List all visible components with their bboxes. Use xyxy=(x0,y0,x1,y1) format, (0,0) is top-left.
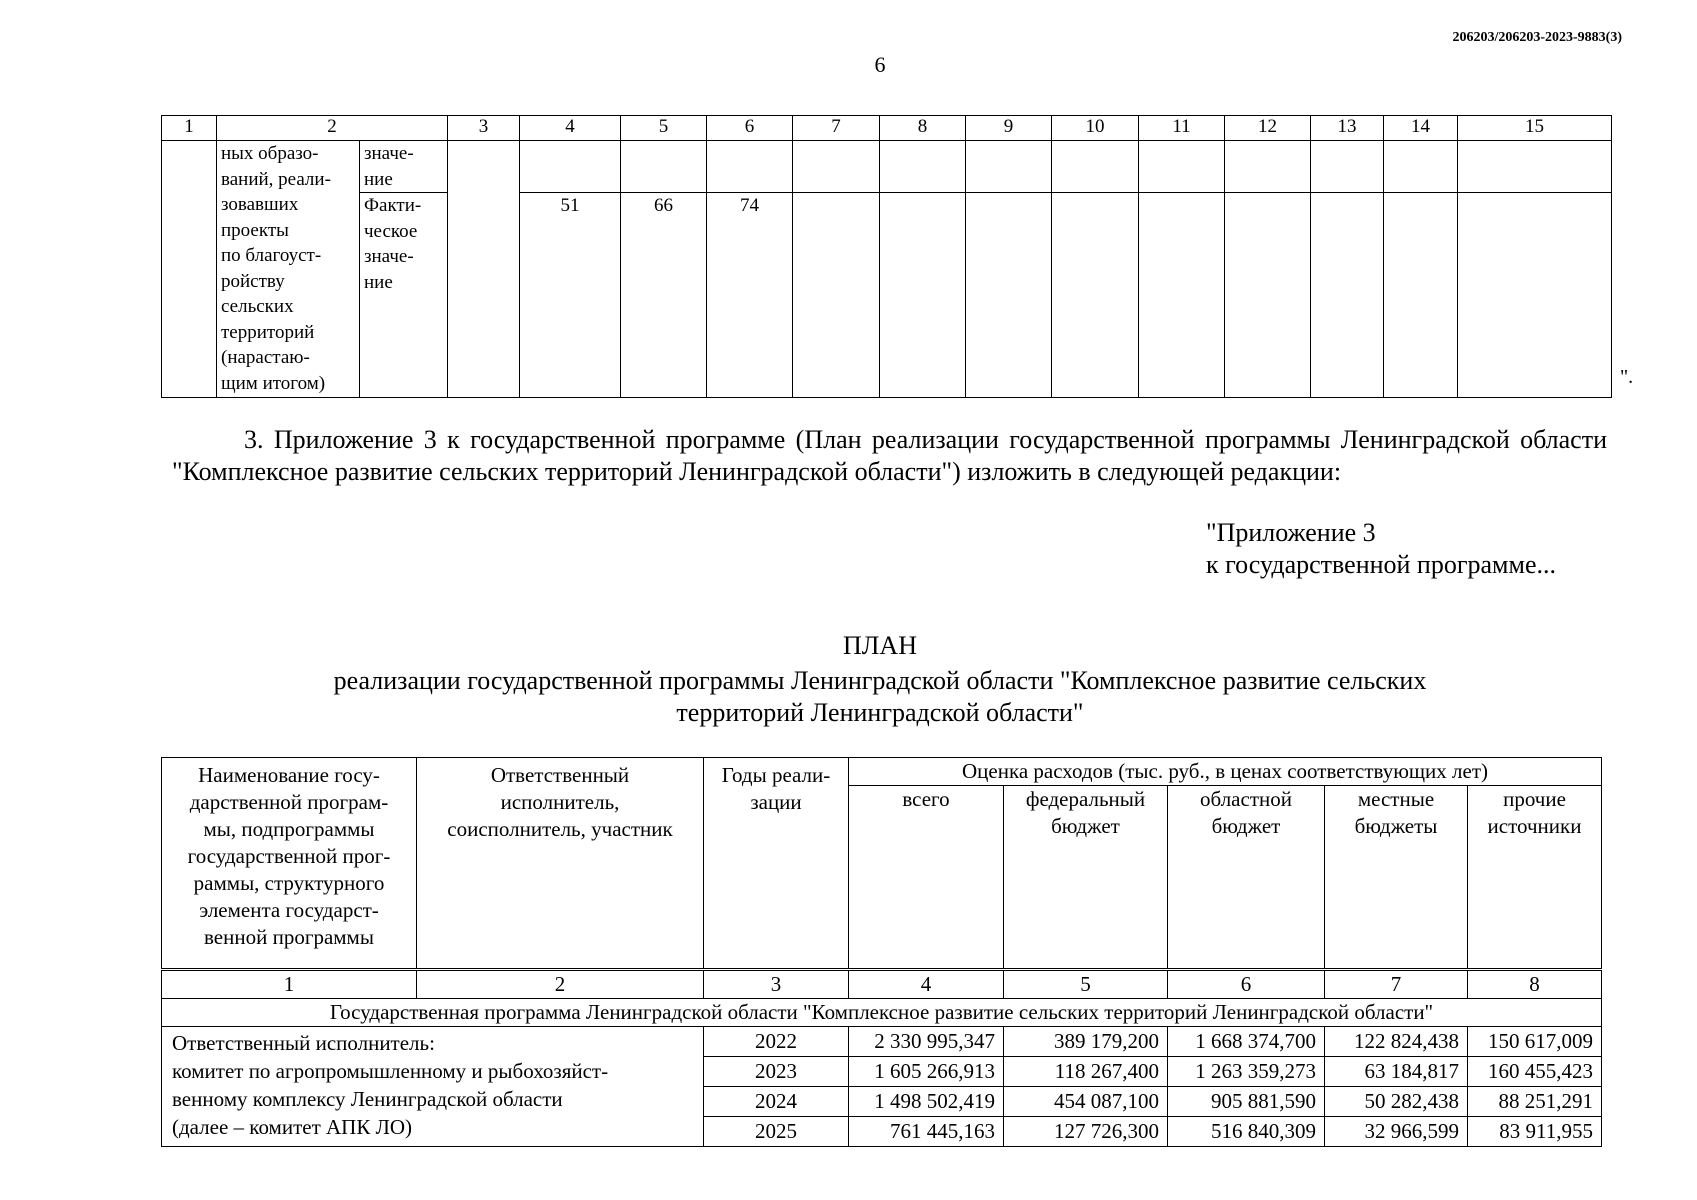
col-number: 15 xyxy=(1458,116,1612,141)
federal-cell: 454 087,100 xyxy=(1004,1087,1168,1117)
other-cell: 88 251,291 xyxy=(1468,1087,1602,1117)
regional-cell: 905 881,590 xyxy=(1168,1087,1325,1117)
empty-cell xyxy=(1139,141,1225,193)
empty-cell xyxy=(621,141,707,193)
header-local: местные бюджеты xyxy=(1325,786,1468,970)
federal-cell: 118 267,400 xyxy=(1004,1057,1168,1087)
empty-cell xyxy=(1458,141,1612,193)
empty-cell xyxy=(793,141,880,193)
col-number: 6 xyxy=(707,116,793,141)
federal-cell: 127 726,300 xyxy=(1004,1117,1168,1147)
value-type-planned: значе- ние xyxy=(360,141,448,193)
empty-cell xyxy=(880,193,966,398)
value-type-actual: Факти- ческое значе- ние xyxy=(360,193,448,398)
empty-cell xyxy=(1458,193,1612,398)
col-number: 6 xyxy=(1168,970,1325,999)
col-number: 10 xyxy=(1052,116,1139,141)
appendix-line: "Приложение 3 xyxy=(1206,518,1376,547)
total-cell: 2 330 995,347 xyxy=(849,1027,1004,1057)
local-cell: 32 966,599 xyxy=(1325,1117,1468,1147)
other-cell: 160 455,423 xyxy=(1468,1057,1602,1087)
plan-table xyxy=(161,757,1602,1147)
empty-cell xyxy=(966,141,1052,193)
local-cell: 63 184,817 xyxy=(1325,1057,1468,1087)
regional-cell: 516 840,309 xyxy=(1168,1117,1325,1147)
empty-cell xyxy=(1384,193,1458,398)
total-cell: 1 498 502,419 xyxy=(849,1087,1004,1117)
year-cell: 2022 xyxy=(704,1027,849,1057)
empty-cell xyxy=(793,193,880,398)
empty-cell xyxy=(520,141,621,193)
col-number: 14 xyxy=(1384,116,1458,141)
col-number: 4 xyxy=(849,970,1004,999)
empty-cell xyxy=(1052,141,1139,193)
col-number: 8 xyxy=(1468,970,1602,999)
other-cell: 83 911,955 xyxy=(1468,1117,1602,1147)
empty-cell xyxy=(707,141,793,193)
col-number: 7 xyxy=(793,116,880,141)
col-number: 3 xyxy=(704,970,849,999)
empty-cell xyxy=(1052,193,1139,398)
total-cell: 761 445,163 xyxy=(849,1117,1004,1147)
empty-cell xyxy=(1225,141,1311,193)
col-number: 5 xyxy=(1004,970,1168,999)
empty-cell xyxy=(966,193,1052,398)
empty-cell xyxy=(1384,141,1458,193)
header-other: прочие источники xyxy=(1468,786,1602,970)
col-number: 1 xyxy=(162,970,417,999)
empty-cell xyxy=(1311,193,1384,398)
col-number: 2 xyxy=(417,970,704,999)
closing-quote: ". xyxy=(1620,366,1634,388)
col-number: 12 xyxy=(1225,116,1311,141)
other-cell: 150 617,009 xyxy=(1468,1027,1602,1057)
col-number: 8 xyxy=(880,116,966,141)
actual-value: 66 xyxy=(621,193,707,398)
col-number: 7 xyxy=(1325,970,1468,999)
empty-cell xyxy=(448,141,520,398)
col-number: 2 xyxy=(217,116,448,141)
col-number: 9 xyxy=(966,116,1052,141)
plan-title: ПЛАН xyxy=(843,631,917,660)
federal-cell: 389 179,200 xyxy=(1004,1027,1168,1057)
empty-cell xyxy=(1139,193,1225,398)
table-row xyxy=(162,1027,1602,1057)
actual-value: 51 xyxy=(520,193,621,398)
amendment-paragraph: 3. Приложение 3 к государственной программе (План реализации государственной программы Ленинградской области "Комплексное развитие сельских территорий Ленинградской области") изложить в следующей редакции: xyxy=(172,425,1607,486)
appendix-line: к государственной программе... xyxy=(1206,550,1556,579)
year-cell: 2023 xyxy=(704,1057,849,1087)
responsible-executor: Ответственный исполнитель: комитет по агропромышленному и рыбохозяйст- венному комплексу Ленинградской области (далее – комитет АПК ЛО) xyxy=(162,1027,704,1147)
total-cell: 1 605 266,913 xyxy=(849,1057,1004,1087)
empty-cell xyxy=(1225,193,1311,398)
empty-cell xyxy=(1311,141,1384,193)
empty-cell xyxy=(162,141,217,398)
regional-cell: 1 263 359,273 xyxy=(1168,1057,1325,1087)
local-cell: 50 282,438 xyxy=(1325,1087,1468,1117)
appendix-heading xyxy=(1206,517,1556,581)
indicator-name: ных образо- ваний, реали- зовавших проекты по благоуст- ройству сельских территорий (нарастаю- щим итогом) xyxy=(217,141,360,398)
header-years: Годы реали- зации xyxy=(704,758,849,970)
page-number: 6 xyxy=(874,52,886,77)
header-responsible: Ответственный исполнитель, соисполнитель, участник xyxy=(417,758,704,970)
year-cell: 2024 xyxy=(704,1087,849,1117)
header-name: Наименование госу- дарственной програм- мы, подпрограммы государственной прог- раммы, структурного элемента государст- венной программы xyxy=(162,758,417,970)
year-cell: 2025 xyxy=(704,1117,849,1147)
col-number: 3 xyxy=(448,116,520,141)
plan-subtitle: реализации государственной программы Ленинградской области "Комплексное развитие сельских территорий Ленинградской области" xyxy=(333,666,1427,727)
header-total: всего xyxy=(849,786,1004,970)
document-id: 206203/206203-2023-9883(3) xyxy=(1452,30,1622,45)
col-number: 5 xyxy=(621,116,707,141)
col-number: 4 xyxy=(520,116,621,141)
empty-cell xyxy=(880,141,966,193)
col-number: 11 xyxy=(1139,116,1225,141)
header-federal: федеральный бюджет xyxy=(1004,786,1168,970)
col-number: 13 xyxy=(1311,116,1384,141)
regional-cell: 1 668 374,700 xyxy=(1168,1027,1325,1057)
header-regional: областной бюджет xyxy=(1168,786,1325,970)
indicators-table xyxy=(161,115,1612,398)
col-number: 1 xyxy=(162,116,217,141)
program-title: Государственная программа Ленинградской области "Комплексное развитие сельских территорий Ленинградской области" xyxy=(162,999,1602,1027)
header-costs: Оценка расходов (тыс. руб., в ценах соответствующих лет) xyxy=(849,758,1602,786)
actual-value: 74 xyxy=(707,193,793,398)
local-cell: 122 824,438 xyxy=(1325,1027,1468,1057)
